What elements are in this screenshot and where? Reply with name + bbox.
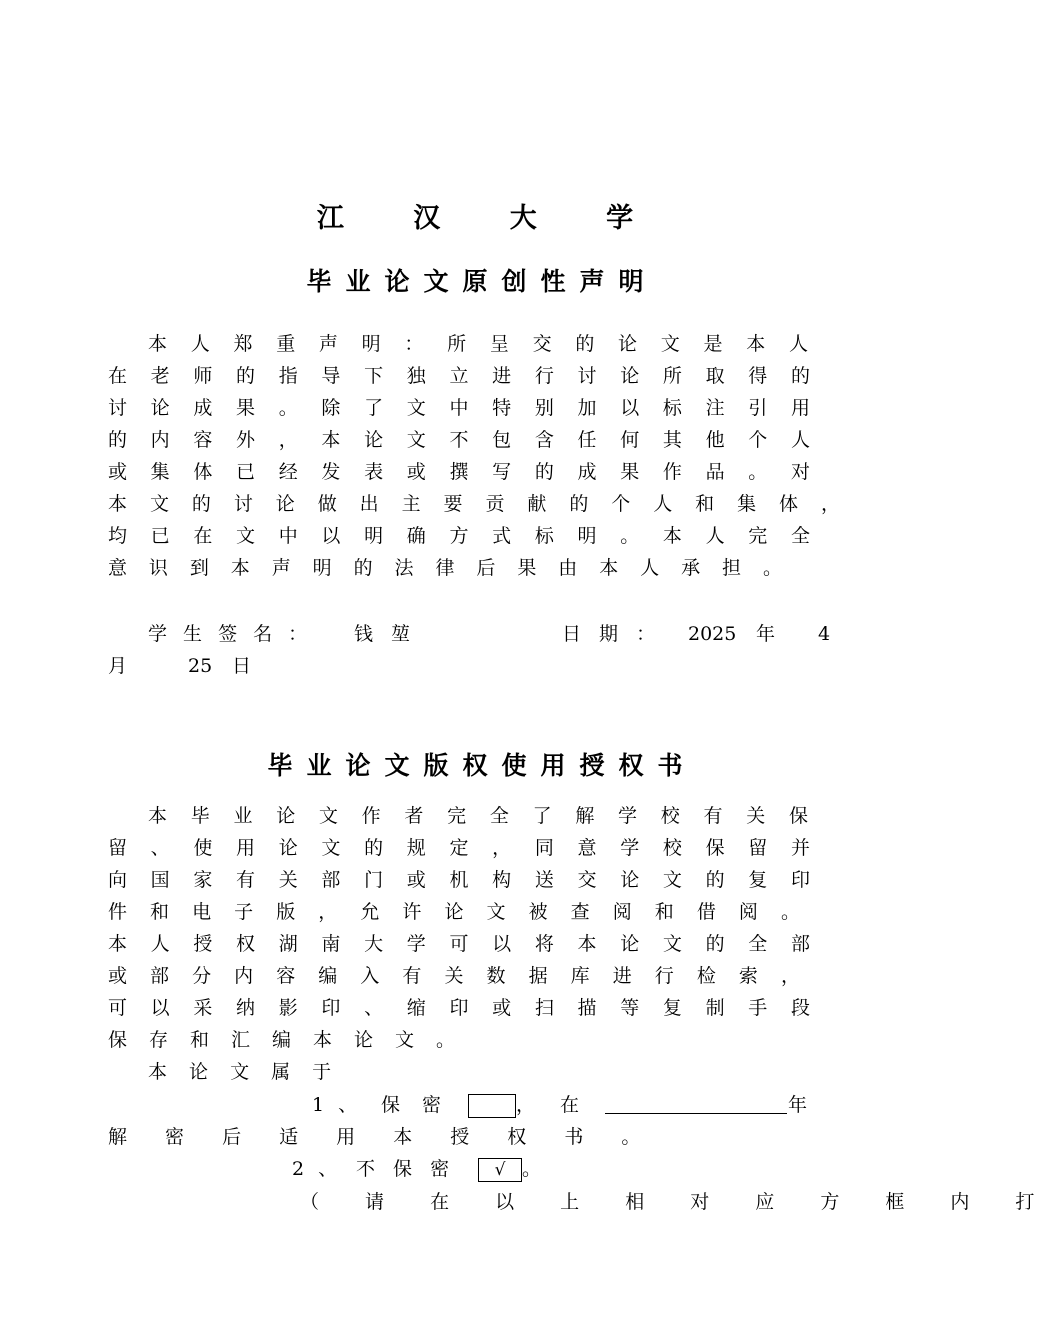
university-title: 江 汉 大 学 — [316, 203, 664, 234]
not-secret-checkbox[interactable]: √ — [478, 1158, 522, 1182]
option1-comma: ， — [516, 1094, 536, 1116]
authorization-line: 本毕业论文作者完全了解学校有关保 — [148, 805, 808, 827]
declaration-line: 意识到本声明的法律后果由本人承担。 — [108, 557, 782, 579]
date-label: 日 期 ： — [562, 623, 662, 645]
declaration-line: 或集体已经发表或撰写的成果作品。对 — [108, 461, 810, 483]
secret-checkbox[interactable] — [468, 1094, 516, 1118]
instruction-note: （ 请 在 以 上 相 对 应 方 框 内 打 — [300, 1191, 1054, 1213]
authorization-line: 或部分内容编入有关数据库进行检索， — [108, 965, 800, 987]
date-year: 2025 — [688, 623, 737, 645]
authorization-line: 本人授权湖南大学可以将本论文的全部 — [108, 933, 810, 955]
option2-number: 2 、 — [292, 1158, 342, 1180]
authorization-line: 件和电子版，允许论文被查阅和借阅。 — [108, 901, 800, 923]
belongs-label: 本 论 文 属 于 — [148, 1061, 340, 1083]
declaration-line: 均已在文中以明确方式标明。本人完全 — [108, 525, 810, 547]
signature-name: 钱 堃 — [354, 623, 417, 645]
declaration-line: 本文的讨论做出主要贡献的个人和集体， — [108, 493, 840, 515]
declaration-line: 的内容外，本论文不包含任何其他个人 — [108, 429, 810, 451]
option1-label: 保 密 — [381, 1094, 450, 1116]
declaration-title: 毕业论文原创性声明 — [306, 267, 658, 296]
authorization-line: 可以采纳影印、缩印或扫描等复制手段 — [108, 997, 810, 1019]
authorization-line: 保存和汇编本论文。 — [108, 1029, 478, 1051]
date-year-unit: 年 — [756, 623, 776, 645]
date-day: 25 — [188, 655, 213, 677]
declaration-line: 本人郑重声明：所呈交的论文是本人 — [148, 333, 808, 355]
option1-continuation: 解 密 后 适 用 本 授 权 书 。 — [108, 1126, 657, 1148]
date-day-unit: 日 — [232, 655, 252, 677]
option1-in: 在 — [560, 1094, 580, 1116]
declaration-line: 在老师的指导下独立进行讨论所取得的 — [108, 365, 810, 387]
date-month: 4 — [818, 623, 831, 645]
authorization-line: 向国家有关部门或机构送交论文的复印 — [108, 869, 810, 891]
declaration-line: 讨论成果。除了文中特别加以标注引用 — [108, 397, 810, 419]
year-blank[interactable] — [605, 1112, 787, 1114]
date-month-unit: 月 — [108, 655, 128, 677]
option1-number: 1 、 — [312, 1094, 362, 1116]
option1-year-unit: 年 — [788, 1094, 808, 1116]
signature-label: 学 生 签 名 ： — [148, 623, 313, 645]
authorization-title: 毕业论文版权使用授权书 — [267, 751, 697, 780]
option2-label: 不 保 密 — [356, 1158, 456, 1180]
authorization-line: 留、使用论文的规定，同意学校保留并 — [108, 837, 810, 859]
option2-period: 。 — [522, 1158, 542, 1180]
